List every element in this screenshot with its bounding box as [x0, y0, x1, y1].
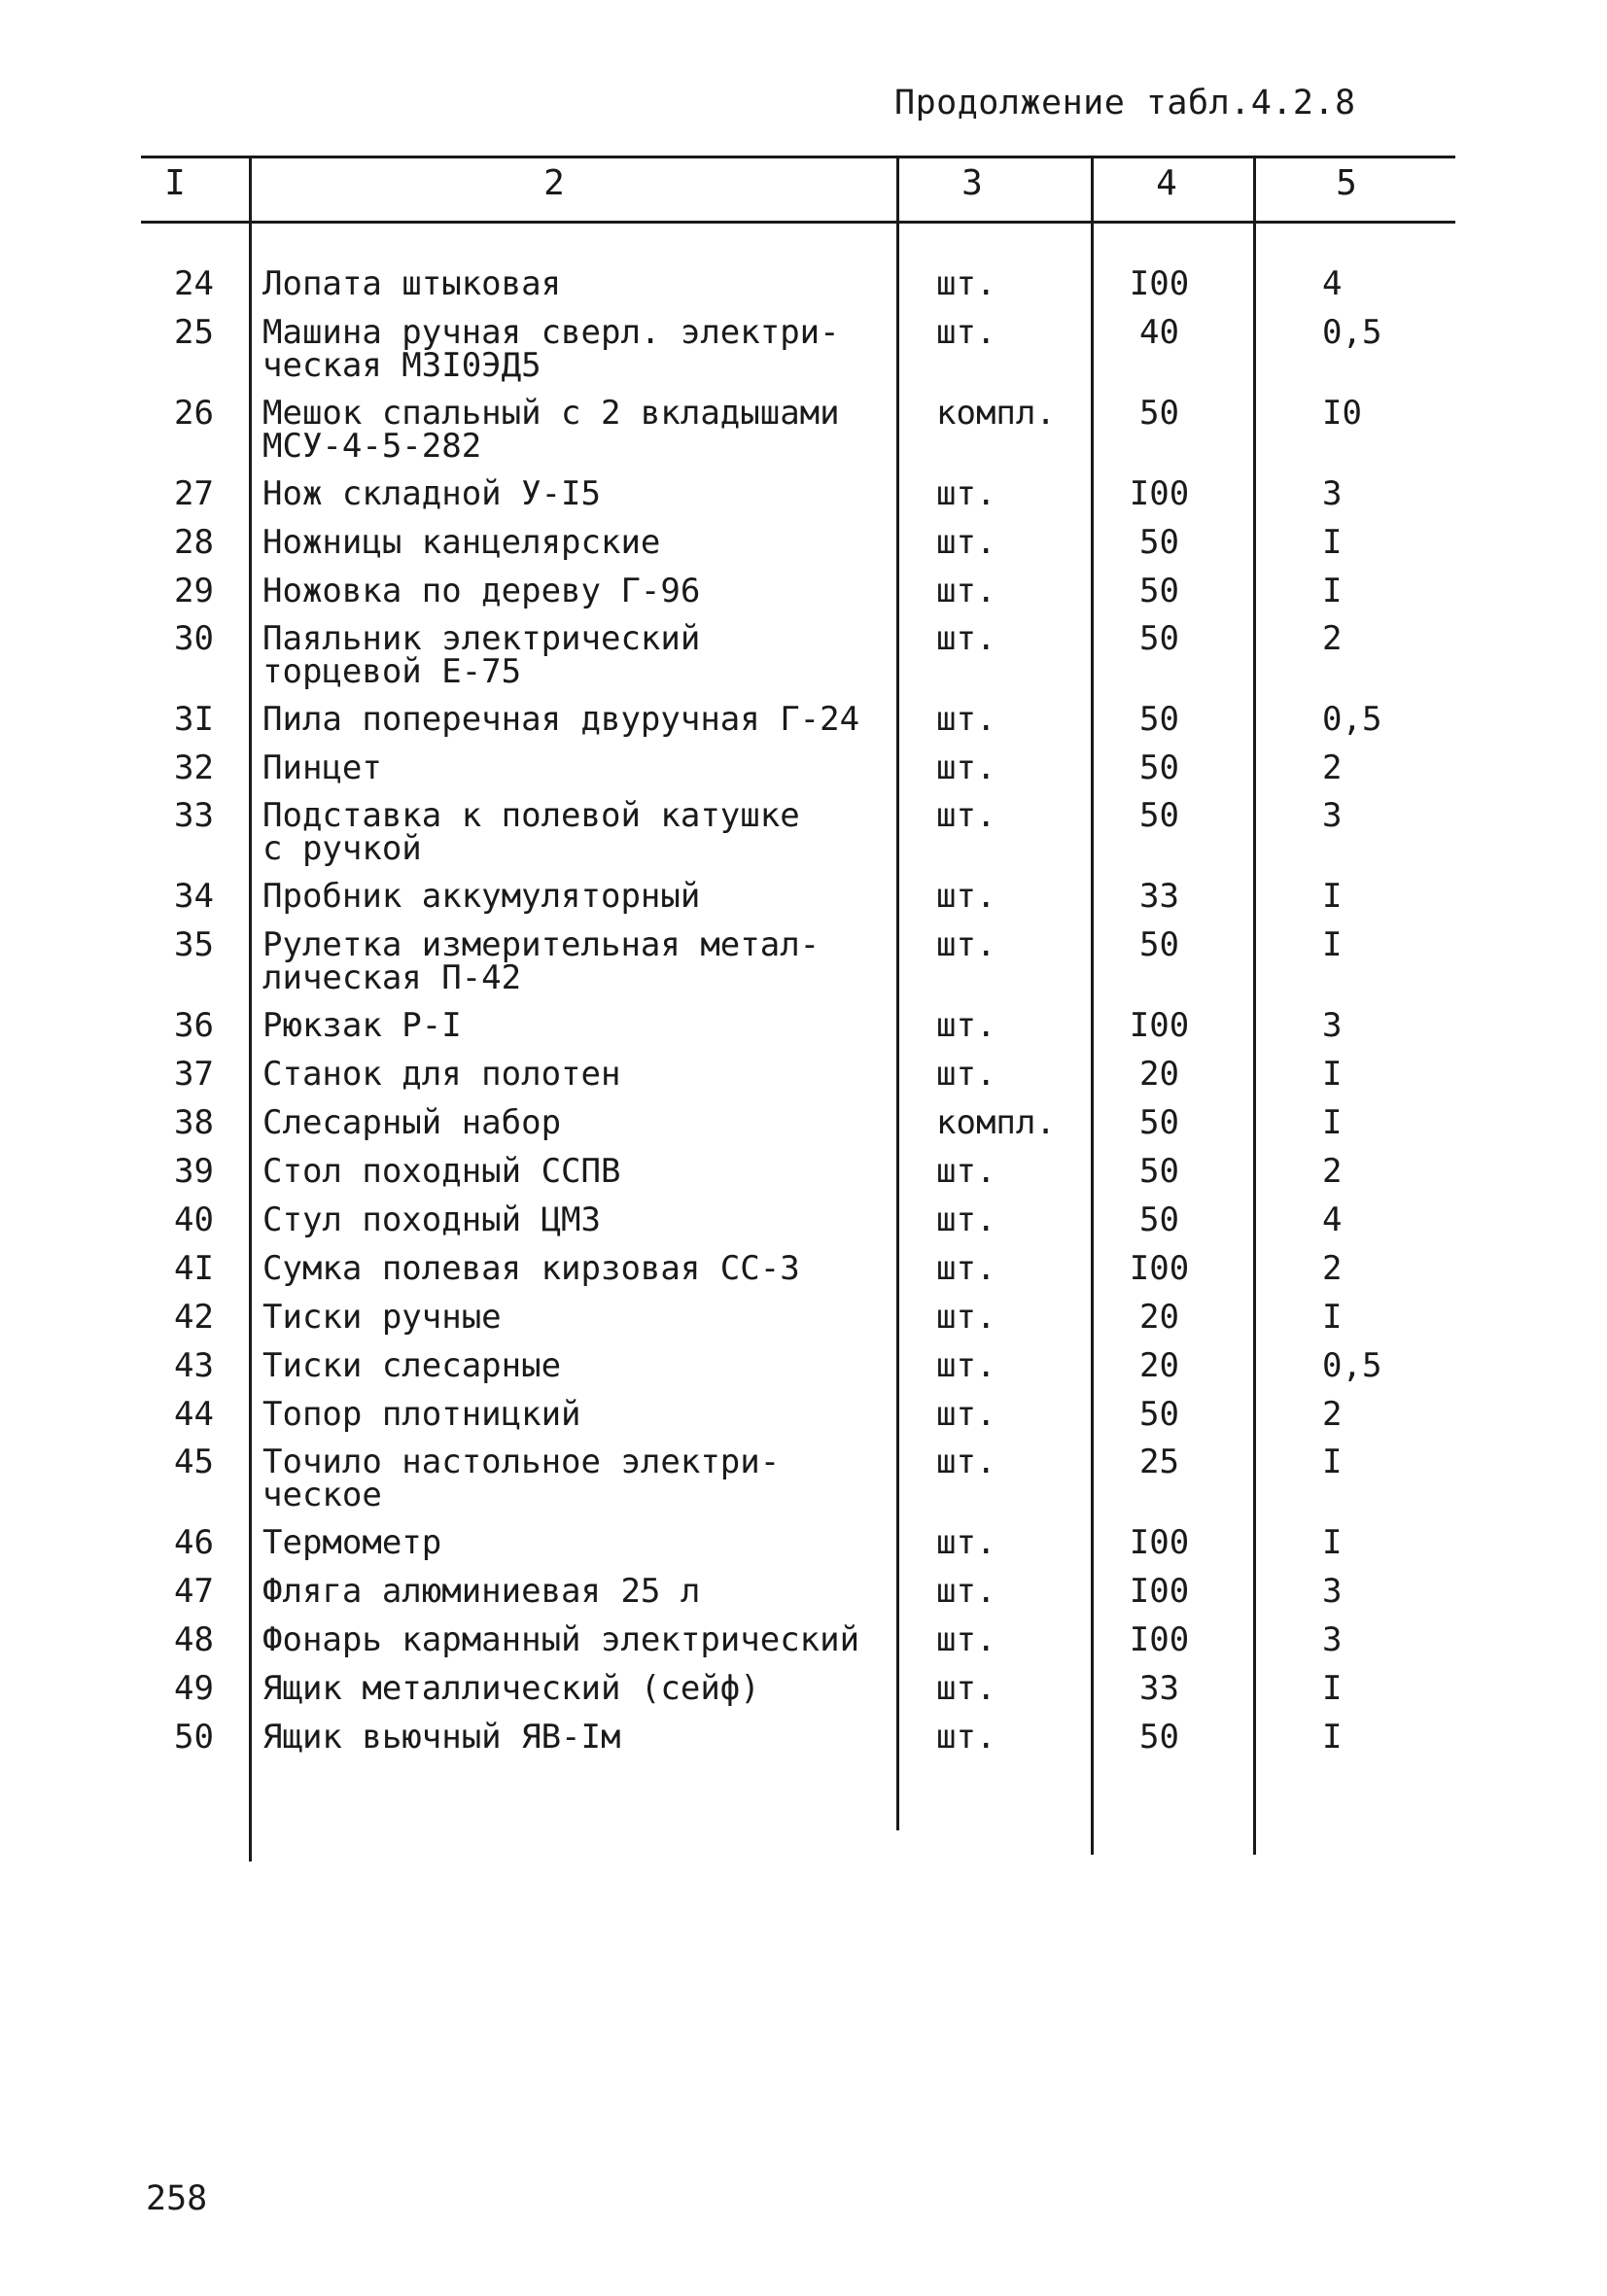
item-unit: компл. [936, 1103, 1056, 1142]
item-quantity: 50 [1139, 1152, 1179, 1191]
item-norm: I [1322, 1669, 1343, 1708]
item-unit: шт. [936, 572, 996, 610]
item-quantity: 20 [1139, 1298, 1179, 1337]
row-number: 28 [174, 523, 214, 562]
item-norm: 2 [1322, 619, 1343, 658]
row-number: 3I [174, 700, 214, 739]
item-name: Пинцет [262, 748, 382, 787]
row-number: 40 [174, 1200, 214, 1239]
item-unit: шт. [936, 619, 996, 658]
row-number: 34 [174, 877, 214, 916]
item-unit: шт. [936, 1395, 996, 1434]
row-number: 33 [174, 796, 214, 835]
item-quantity: 50 [1139, 925, 1179, 964]
item-unit: шт. [936, 925, 996, 964]
column-divider-3 [1091, 158, 1094, 1855]
row-number: 43 [174, 1346, 214, 1385]
column-header-2: 2 [543, 163, 565, 203]
item-quantity: 50 [1139, 748, 1179, 787]
item-quantity: 50 [1139, 796, 1179, 835]
item-norm: I [1322, 1298, 1343, 1337]
item-name: Стол походный ССПВ [262, 1152, 621, 1191]
item-name: Тиски слесарные [262, 1346, 562, 1385]
item-quantity: I00 [1129, 1249, 1190, 1288]
row-number: 39 [174, 1152, 214, 1191]
item-norm: 3 [1322, 1006, 1343, 1045]
item-unit: шт. [936, 1718, 996, 1757]
column-divider-2 [896, 158, 899, 1830]
item-quantity: 20 [1139, 1055, 1179, 1094]
column-header-4: 4 [1156, 163, 1177, 203]
row-number: 4I [174, 1249, 214, 1288]
item-unit: шт. [936, 700, 996, 739]
item-unit: шт. [936, 1200, 996, 1239]
item-unit: шт. [936, 1006, 996, 1045]
item-norm: I [1322, 1055, 1343, 1094]
item-unit: шт. [936, 264, 996, 303]
item-unit: шт. [936, 1346, 996, 1385]
item-quantity: 33 [1139, 877, 1179, 916]
item-norm: 0,5 [1322, 313, 1382, 352]
item-norm: 3 [1322, 1572, 1343, 1611]
item-unit: компл. [936, 394, 1056, 433]
item-name: Сумка полевая кирзовая СС-3 [262, 1249, 800, 1288]
item-unit: шт. [936, 523, 996, 562]
item-quantity: 50 [1139, 619, 1179, 658]
item-norm: I [1322, 1103, 1343, 1142]
item-norm: I [1322, 1718, 1343, 1757]
item-norm: 2 [1322, 1152, 1343, 1191]
item-norm: 3 [1322, 796, 1343, 835]
item-name: Лопата штыковая [262, 264, 562, 303]
item-name: Ящик вьючный ЯВ-Iм [262, 1718, 621, 1757]
item-name: Подставка к полевой катушке с ручкой [262, 796, 800, 868]
item-quantity: 50 [1139, 1200, 1179, 1239]
item-name: Фонарь карманный электрический [262, 1620, 860, 1659]
page-number: 258 [146, 2179, 208, 2218]
row-number: 45 [174, 1443, 214, 1481]
column-header-1: I [164, 163, 186, 203]
item-quantity: I00 [1129, 1620, 1190, 1659]
item-unit: шт. [936, 1620, 996, 1659]
item-unit: шт. [936, 1152, 996, 1191]
column-header-3: 3 [961, 163, 983, 203]
item-unit: шт. [936, 1298, 996, 1337]
item-norm: 3 [1322, 474, 1343, 513]
row-number: 26 [174, 394, 214, 433]
row-number: 38 [174, 1103, 214, 1142]
item-name: Пробник аккумуляторный [262, 877, 701, 916]
item-name: Мешок спальный с 2 вкладышами МСУ-4-5-282 [262, 394, 840, 466]
row-number: 30 [174, 619, 214, 658]
item-name: Ножницы канцелярские [262, 523, 661, 562]
row-number: 47 [174, 1572, 214, 1611]
item-name: Машина ручная сверл. электри- ческая МЗI0ЭД5 [262, 313, 840, 385]
row-number: 32 [174, 748, 214, 787]
item-unit: шт. [936, 313, 996, 352]
item-unit: шт. [936, 1572, 996, 1611]
row-number: 42 [174, 1298, 214, 1337]
item-norm: 0,5 [1322, 700, 1382, 739]
row-number: 29 [174, 572, 214, 610]
table-caption: Продолжение табл.4.2.8 [894, 84, 1356, 122]
row-number: 46 [174, 1523, 214, 1562]
item-name: Топор плотницкий [262, 1395, 581, 1434]
item-norm: I [1322, 925, 1343, 964]
item-norm: I [1322, 1443, 1343, 1481]
item-unit: шт. [936, 796, 996, 835]
item-quantity: 20 [1139, 1346, 1179, 1385]
item-unit: шт. [936, 877, 996, 916]
row-number: 37 [174, 1055, 214, 1094]
item-quantity: 33 [1139, 1669, 1179, 1708]
item-unit: шт. [936, 1523, 996, 1562]
item-name: Пила поперечная двуручная Г-24 [262, 700, 860, 739]
item-name: Ножовка по дереву Г-96 [262, 572, 701, 610]
item-norm: 4 [1322, 264, 1343, 303]
item-norm: 4 [1322, 1200, 1343, 1239]
column-divider-4 [1253, 158, 1256, 1855]
item-unit: шт. [936, 1443, 996, 1481]
row-number: 50 [174, 1718, 214, 1757]
row-number: 48 [174, 1620, 214, 1659]
item-name: Рулетка измерительная метал- лическая П-42 [262, 925, 821, 997]
item-unit: шт. [936, 1055, 996, 1094]
row-number: 25 [174, 313, 214, 352]
row-number: 49 [174, 1669, 214, 1708]
row-number: 24 [174, 264, 214, 303]
item-quantity: 50 [1139, 1103, 1179, 1142]
item-norm: I0 [1322, 394, 1362, 433]
row-number: 44 [174, 1395, 214, 1434]
item-norm: 0,5 [1322, 1346, 1382, 1385]
item-quantity: 25 [1139, 1443, 1179, 1481]
item-name: Тиски ручные [262, 1298, 502, 1337]
item-norm: 3 [1322, 1620, 1343, 1659]
item-norm: I [1322, 877, 1343, 916]
item-quantity: 50 [1139, 700, 1179, 739]
item-quantity: 50 [1139, 1718, 1179, 1757]
item-quantity: I00 [1129, 1006, 1190, 1045]
row-number: 35 [174, 925, 214, 964]
item-name: Слесарный набор [262, 1103, 562, 1142]
item-quantity: 50 [1139, 523, 1179, 562]
item-norm: I [1322, 523, 1343, 562]
item-name: Паяльник электрический торцевой Е-75 [262, 619, 701, 691]
item-quantity: 50 [1139, 394, 1179, 433]
item-unit: шт. [936, 1669, 996, 1708]
table-top-rule [141, 156, 1455, 158]
item-unit: шт. [936, 474, 996, 513]
item-name: Нож складной У-I5 [262, 474, 601, 513]
header-bottom-rule [141, 221, 1455, 224]
item-name: Стул походный ЦМЗ [262, 1200, 601, 1239]
row-number: 36 [174, 1006, 214, 1045]
item-quantity: I00 [1129, 1523, 1190, 1562]
item-name: Ящик металлический (сейф) [262, 1669, 760, 1708]
item-quantity: 50 [1139, 1395, 1179, 1434]
item-name: Термометр [262, 1523, 442, 1562]
column-divider-1 [249, 158, 252, 1861]
item-quantity: 40 [1139, 313, 1179, 352]
item-quantity: I00 [1129, 474, 1190, 513]
item-unit: шт. [936, 1249, 996, 1288]
item-quantity: I00 [1129, 1572, 1190, 1611]
item-norm: 2 [1322, 1395, 1343, 1434]
item-quantity: I00 [1129, 264, 1190, 303]
item-norm: 2 [1322, 1249, 1343, 1288]
item-name: Точило настольное электри- ческое [262, 1443, 781, 1514]
item-norm: 2 [1322, 748, 1343, 787]
column-header-5: 5 [1336, 163, 1357, 203]
row-number: 27 [174, 474, 214, 513]
item-name: Рюкзак Р-I [262, 1006, 462, 1045]
item-unit: шт. [936, 748, 996, 787]
item-name: Станок для полотен [262, 1055, 621, 1094]
item-norm: I [1322, 1523, 1343, 1562]
item-quantity: 50 [1139, 572, 1179, 610]
item-norm: I [1322, 572, 1343, 610]
item-name: Фляга алюминиевая 25 л [262, 1572, 701, 1611]
